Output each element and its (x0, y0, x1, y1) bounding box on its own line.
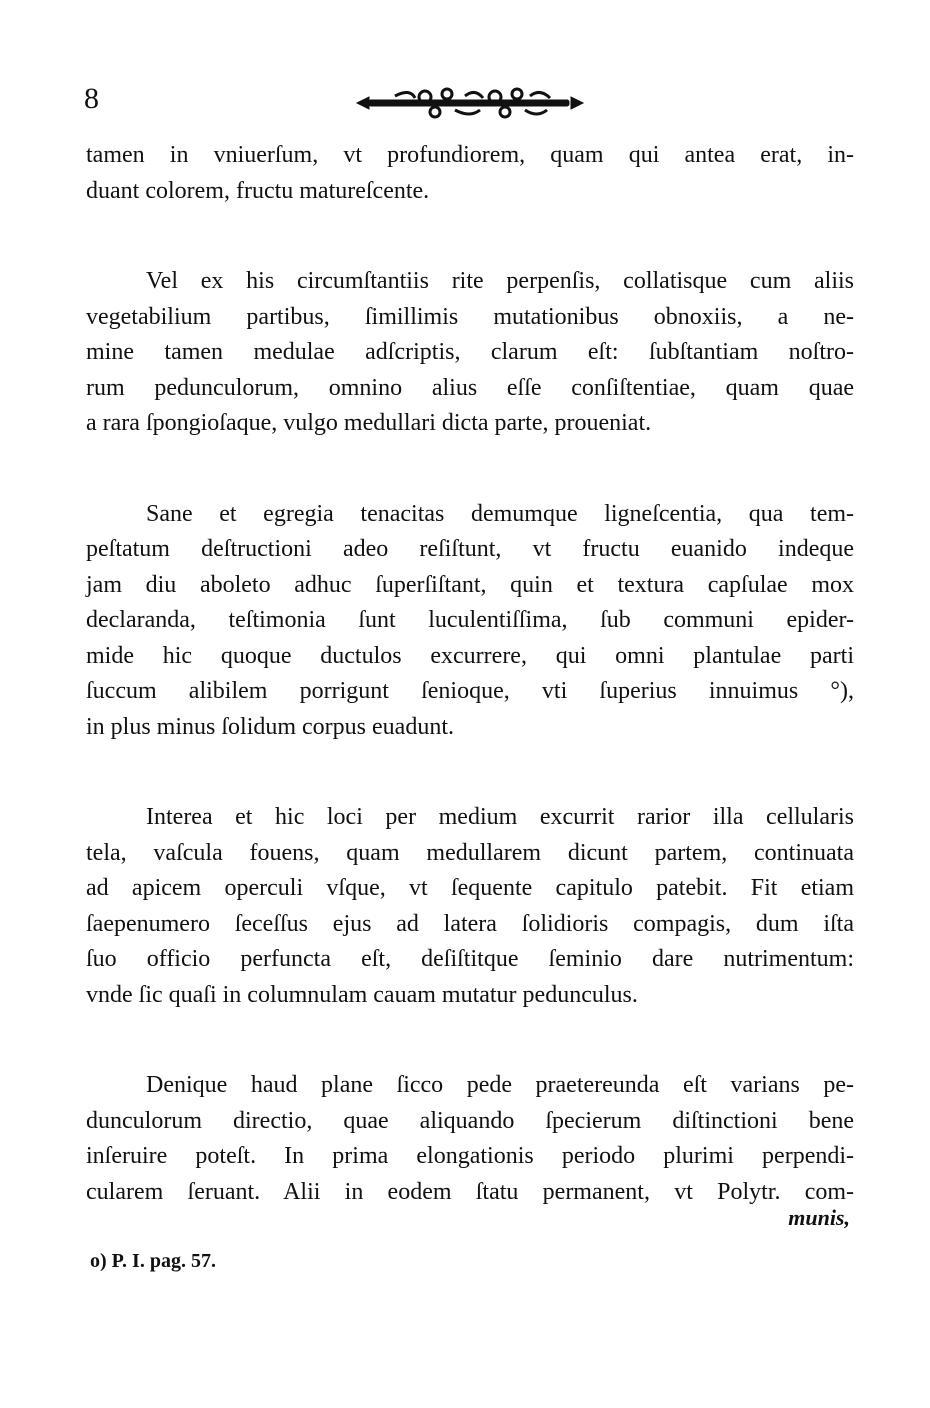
paragraph-3 (86, 497, 854, 746)
text-line: ſuo officio perfuncta eſt, deſiſtitque ſeminio dare nutrimentum: (86, 946, 854, 972)
text-line: cularem ſeruant. Alii in eodem ſtatu permanent, vt Polytr. com- (86, 1178, 854, 1205)
paragraph-2 (86, 264, 854, 442)
text-line: mide hic quoque ductulos excurrere, qui omni plantulae parti (86, 642, 854, 669)
text-line: mine tamen medulae adſcriptis, clarum eſt: ſubſtantiam noſtro- (86, 339, 854, 365)
text-line: vegetabilium partibus, ſimillimis mutationibus obnoxiis, a ne- (86, 303, 854, 330)
text-line: inſeruire poteſt. In prima elongationis periodo plurimi perpendi- (86, 1143, 854, 1169)
paragraph-4 (86, 800, 854, 1013)
page-number: 8 (84, 82, 99, 115)
printer-ornament-icon (355, 86, 585, 120)
text-line: ſuccum alibilem porrigunt ſenioque, vti ſuperius innuimus °), (86, 678, 854, 704)
text-line: Vel ex his circumſtantiis rite perpenſis, collatisque cum aliis (146, 268, 854, 294)
text-line: vnde ſic quaſi in columnulam cauam mutatur pedunculus. (86, 981, 638, 1008)
text-line: Sane et egregia tenacitas demumque ligneſcentia, qua tem- (146, 500, 854, 527)
body-text (86, 138, 854, 1265)
text-line: Interea et hic loci per medium excurrit rarior illa cellularis (146, 804, 854, 830)
text-line: a rara ſpongioſaque, vulgo medullari dicta parte, proueniat. (86, 410, 652, 436)
text-line: peſtatum deſtructioni adeo reſiſtunt, vt fructu euanido indeque (86, 536, 854, 562)
text-line: Denique haud plane ſicco pede praetereunda eſt varians pe- (146, 1072, 854, 1098)
text-line: tamen in vniuerſum, vt profundiorem, quam qui antea erat, in- (86, 142, 854, 168)
text-line: tela, vaſcula fouens, quam medullarem dicunt partem, continuata (86, 839, 854, 866)
paragraph-1 (86, 138, 854, 209)
catchword: munis, (788, 1205, 850, 1230)
footnote: o) P. I. pag. 57. (90, 1250, 216, 1272)
text-line: duant colorem, fructu matureſcente. (86, 177, 430, 204)
text-line: in plus minus ſolidum corpus euadunt. (86, 713, 454, 740)
text-line: dunculorum directio, quae aliquando ſpecierum diſtinctioni bene (86, 1107, 854, 1134)
text-line: ſaepenumero ſeceſſus ejus ad latera ſolidioris compagis, dum iſta (86, 910, 854, 937)
text-line: jam diu aboleto adhuc ſuperſiſtant, quin et textura capſulae mox (86, 571, 854, 598)
paragraph-5 (86, 1068, 854, 1210)
text-line: rum pedunculorum, omnino alius eſſe conſiſtentiae, quam quae (86, 374, 854, 401)
text-line: ad apicem operculi vſque, vt ſequente capitulo patebit. Fit etiam (86, 875, 854, 901)
text-line: declaranda, teſtimonia ſunt luculentiſſima, ſub communi epider- (86, 607, 854, 633)
